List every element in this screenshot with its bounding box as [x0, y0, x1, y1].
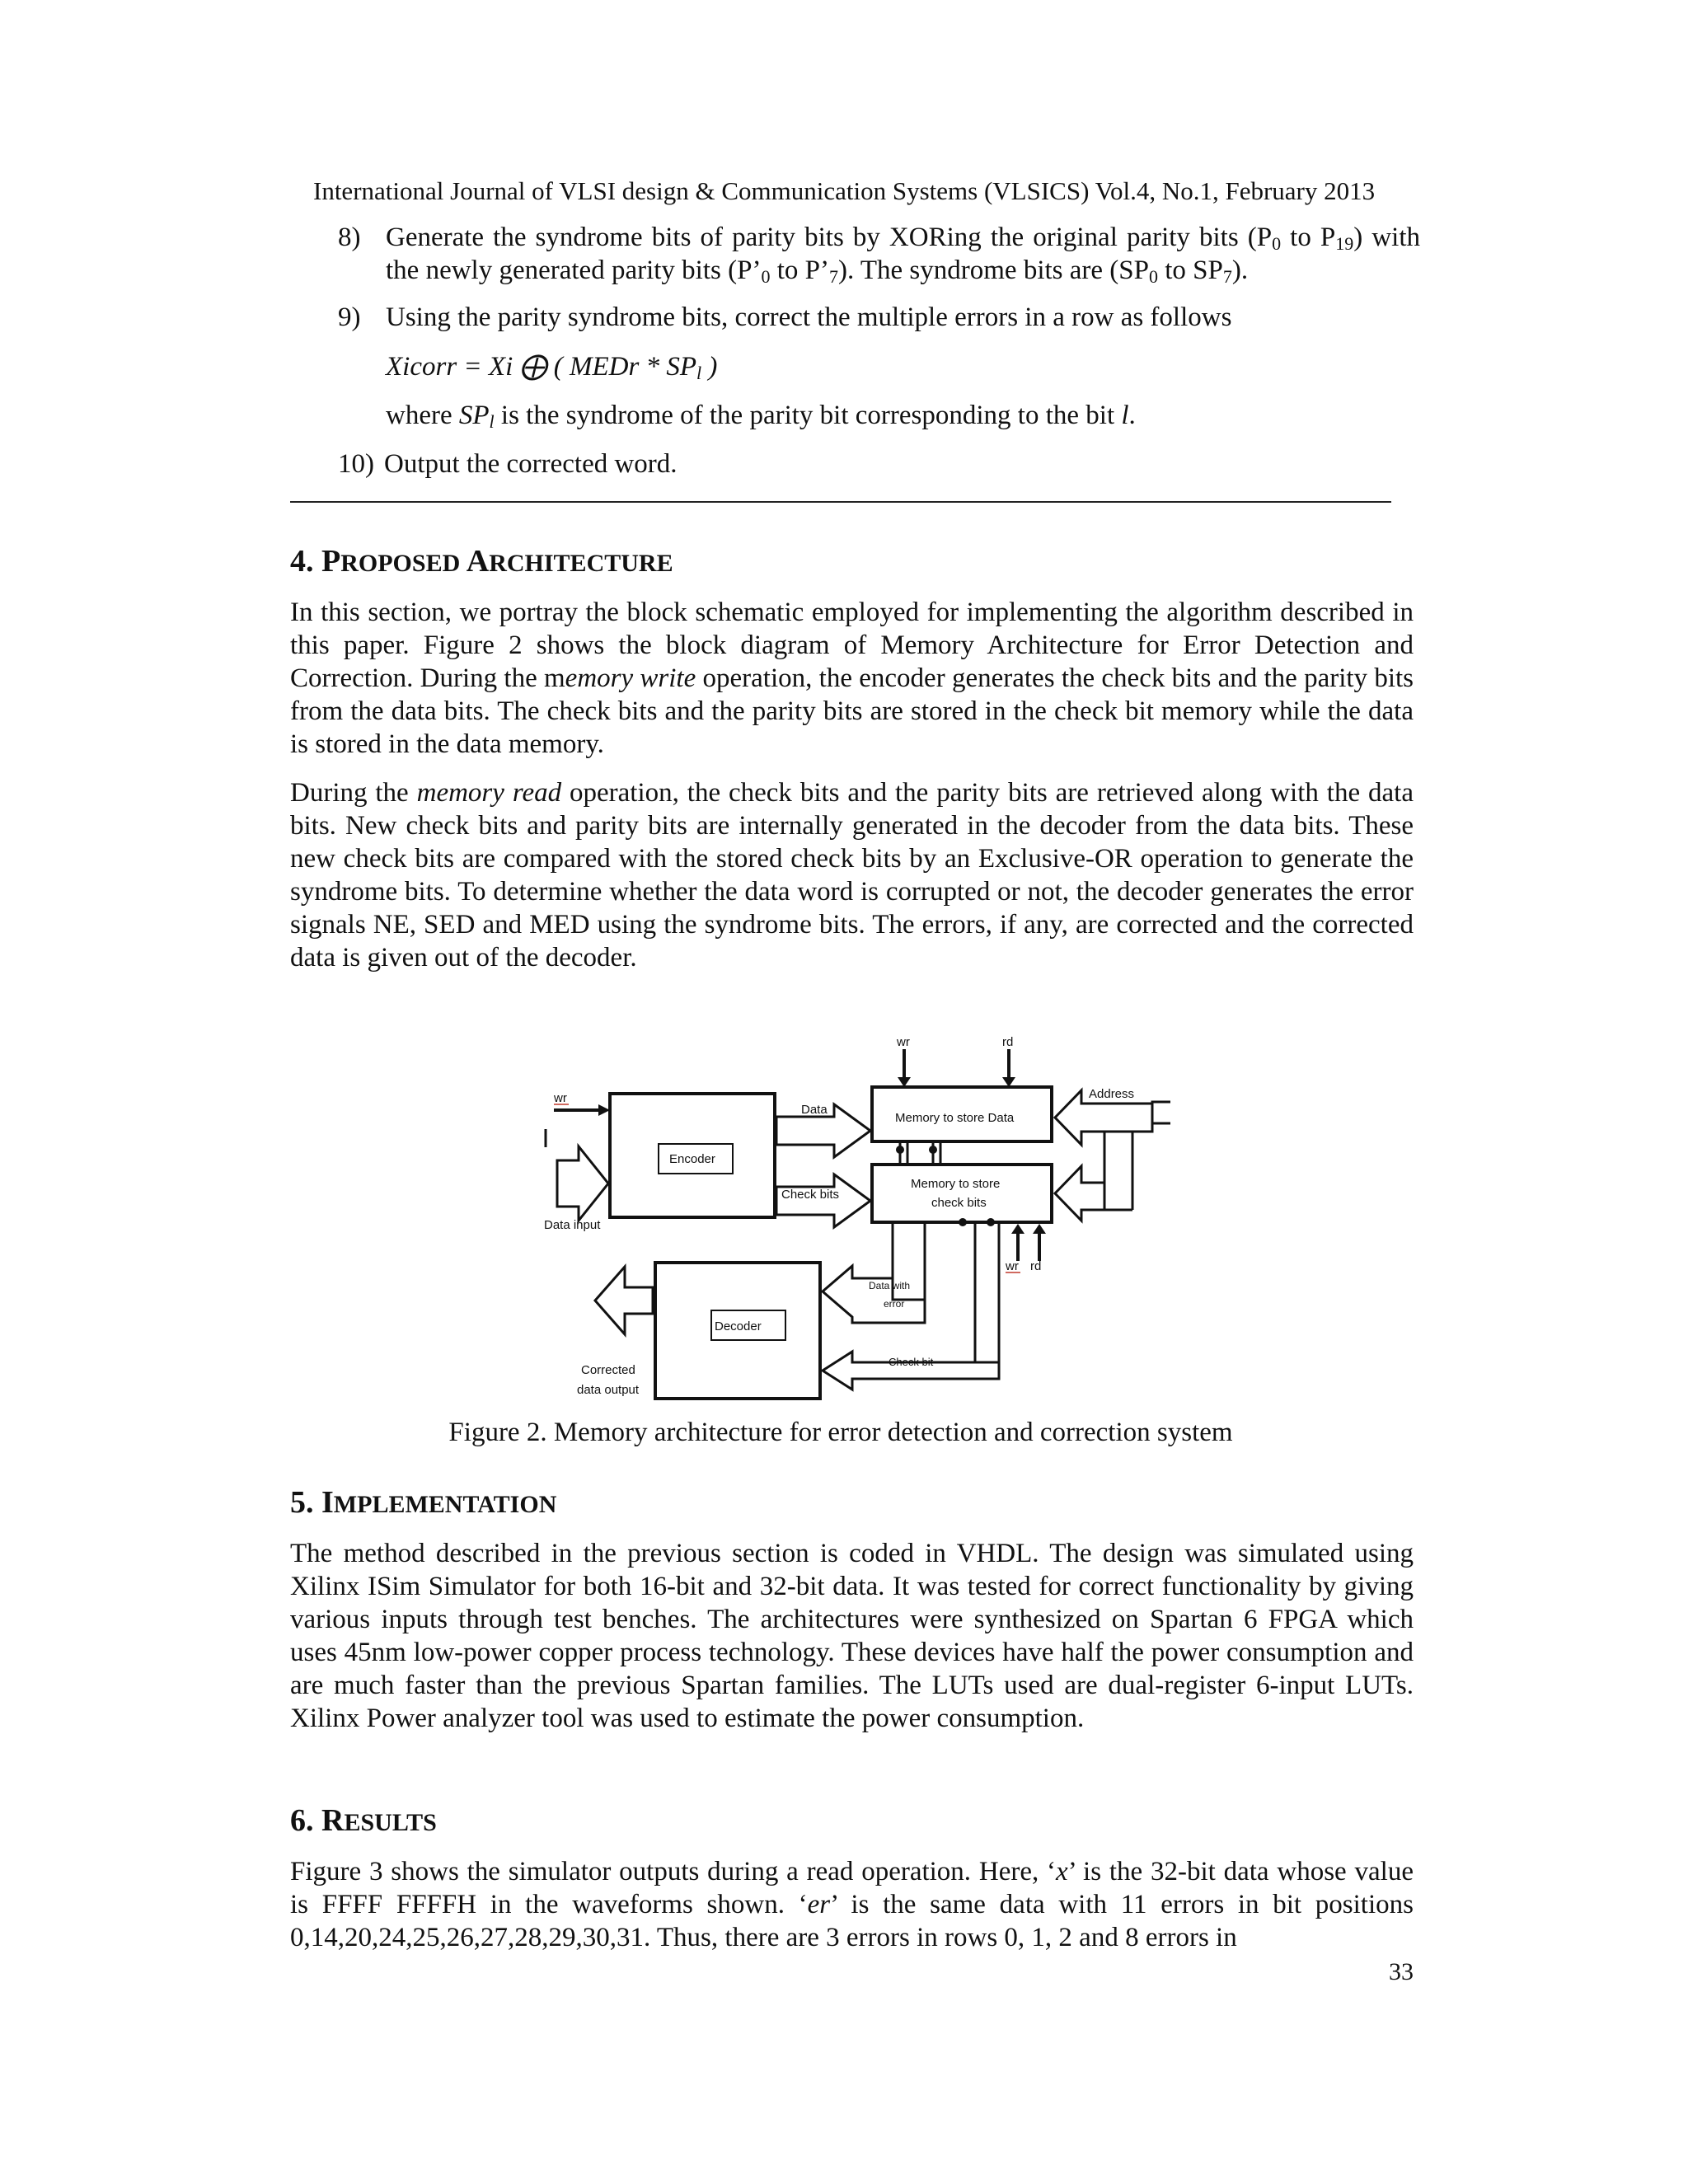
label-address: Address [1089, 1087, 1135, 1101]
section-heading-implementation: 5. IMPLEMENTATION [290, 1485, 557, 1520]
paragraph-architecture-2: During the memory read operation, the check bits and the parity bits are retrieved along with the data bits. New check bits and parity bits are internally generated in the decoder from the data bits. These new check bits are compared with the stored check bits by an Exclusive-OR operation to generate the syndrome bits. To determine whether the data word is corrupted or not, the decoder generates the error signals NE, SED and MED using the syndrome bits. The errors, if any, are corrected and the corrected data is given out of the decoder. [290, 778, 1414, 972]
list-text: Output the corrected word. [384, 449, 678, 479]
label-corrected: Corrected [581, 1363, 635, 1377]
label-wr-left: wr [554, 1091, 567, 1105]
label-rd-bottom: rd [1030, 1259, 1042, 1273]
list-item-8 [338, 221, 1418, 287]
label-wr-top: wr [897, 1035, 910, 1049]
label-memory-check-1: Memory to store [911, 1177, 1001, 1191]
label-data-input: Data input [544, 1218, 601, 1232]
label-wr-bottom: wr [1006, 1259, 1019, 1273]
label-rd-top: rd [1002, 1035, 1014, 1049]
page-number: 33 [1389, 1958, 1414, 1985]
label-data-with: Data with [869, 1280, 911, 1291]
figure-caption: Figure 2. Memory architecture for error detection and correction system [448, 1418, 1233, 1447]
paragraph-results: Figure 3 shows the simulator outputs during a read operation. Here, ‘x’ is the 32-bit data whose value is FFFF FFFFH in the waveforms shown. ‘er’ is the same data with 11 errors in bit positions 0,14,20,24,25,26,27,28,29,30,31. Thus, there are 3 errors in rows 0, 1, 2 and 8 errors in [290, 1857, 1414, 1952]
check-memory-block [872, 1165, 1052, 1222]
label-check-bits: Check bits [781, 1188, 840, 1202]
label-data-output: data output [577, 1383, 640, 1397]
list-text: Generate the syndrome bits of parity bits by XORing the original parity bits ($P_0$ to $P_{19}$) with the newly generated parity bits ($P’_0$ to $P’_7$). The syndrome bits are ($SP_0$ to $SP_7$). [386, 223, 1420, 287]
list-number: 10) [338, 449, 374, 479]
label-encoder: Encoder [669, 1152, 715, 1166]
correction-equation: Xicorr = Xi ⨁ ( MEDr * $SP_l$ ) [386, 352, 718, 383]
paragraph-implementation: The method described in the previous section is coded in VHDL. The design was simulated using Xilinx ISim Simulator for both 16-bit and 32-bit data. It was tested for correct functionality by giving various inputs through test benches. The architectures were synthesized on Spartan 6 FPGA which uses 45nm low-power copper process technology. These devices have half the power consumption and are much faster than the previous Spartan families. The LUTs used are dual-register 6-input LUTs. Xilinx Power analyzer tool was used to estimate the power consumption. [290, 1539, 1414, 1733]
label-check-bit: Check bit [889, 1356, 934, 1368]
list-number: 8) [338, 223, 361, 252]
section-heading-proposed-architecture: 4. PROPOSED ARCHITECTURE [290, 544, 673, 579]
algorithm-end-rule [290, 501, 1391, 503]
label-memory-data: Memory to store Data [895, 1111, 1015, 1125]
section-heading-results: 6. RESULTS [290, 1803, 437, 1838]
list-item-10 [338, 448, 1418, 480]
list-item-9 [338, 301, 1418, 334]
label-decoder: Decoder [715, 1319, 762, 1333]
label-error: error [884, 1298, 905, 1310]
memory-architecture-diagram [528, 1026, 1170, 1405]
journal-header: International Journal of VLSI design & Communication Systems (VLSICS) Vol.4, No.1, February 2013 [313, 176, 1376, 205]
label-memory-check-2: check bits [931, 1196, 987, 1210]
list-number: 9) [338, 302, 361, 332]
list-text: Using the parity syndrome bits, correct the multiple errors in a row as follows [386, 302, 1232, 332]
label-data: Data [801, 1103, 828, 1117]
paragraph-architecture-1: In this section, we portray the block schematic employed for implementing the algorithm described in this paper. Figure 2 shows the block diagram of Memory Architecture for Error Detection and Correction. During the memory write operation, the encoder generates the check bits and the parity bits from the data bits. The check bits and the parity bits are stored in the check bit memory while the data is stored in the data memory. [290, 598, 1414, 759]
equation-explanation: where $SP_l$ is the syndrome of the parity bit corresponding to the bit l. [386, 401, 1136, 432]
